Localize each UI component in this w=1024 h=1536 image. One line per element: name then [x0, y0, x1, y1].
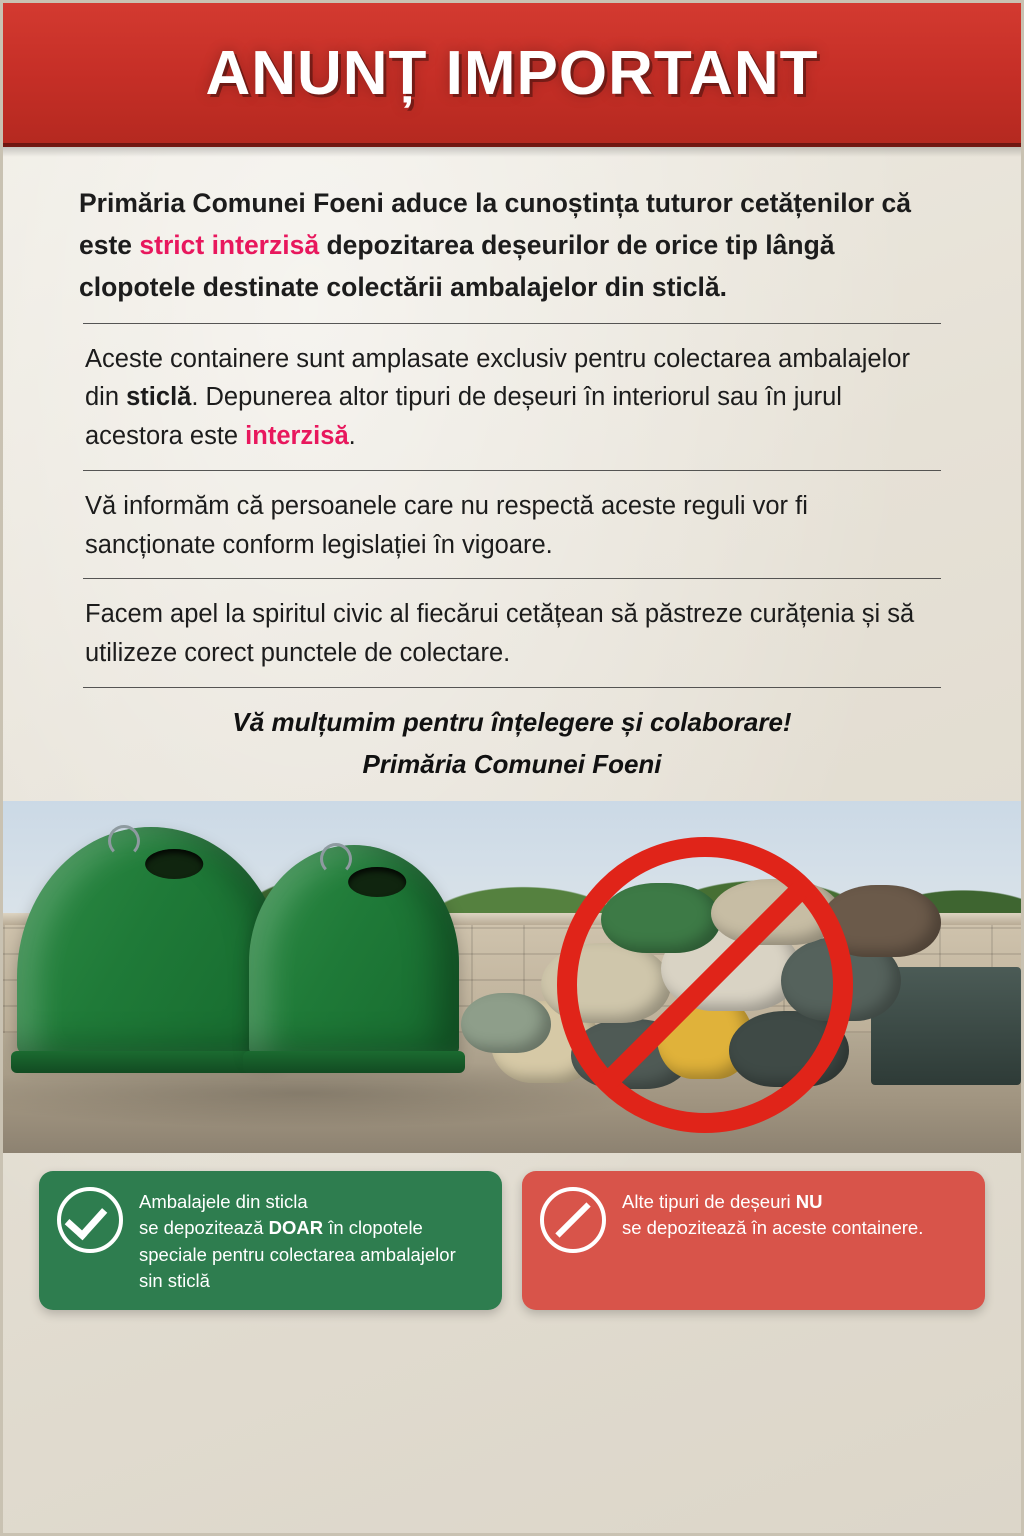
- ban-circle-icon: [540, 1187, 606, 1253]
- closing-thanks: Vă mulțumim pentru înțelegere și colaborare!: [232, 706, 792, 737]
- p2-text-2: . Depunerea altor tipuri de deșeuri în interiorul sau în jurul acestora este: [85, 383, 842, 451]
- lead-text-3: depozitarea deșeurilor de orice tip lângă clopotele destinate colectării ambalajelor din sticlă.: [79, 229, 835, 302]
- page-title: ANUNȚ IMPORTANT: [205, 38, 819, 108]
- p2-bold-glass: sticlă: [126, 383, 192, 412]
- lead-text-1: aduce la cunoștința tuturor: [383, 188, 741, 218]
- lead-highlight: strict interzisă: [139, 229, 320, 260]
- rule-allowed-line4: sin sticlă: [139, 1270, 210, 1291]
- paragraph-lead: [61, 183, 963, 309]
- rule-forbidden: [522, 1171, 985, 1310]
- check-circle-icon: [57, 1187, 123, 1253]
- paragraph-2: [61, 340, 963, 456]
- no-entry-icon: [557, 837, 853, 1133]
- container-opening: [145, 849, 203, 879]
- no-entry-bar: [603, 883, 807, 1087]
- closing-signature: Primăria Comunei Foeni: [362, 748, 662, 779]
- rule-allowed-text: [139, 1187, 456, 1294]
- poster-header: [3, 3, 1021, 147]
- trash-bag: [461, 993, 551, 1053]
- lead-bold-citizens: cetățenilor: [740, 188, 875, 218]
- container-base: [243, 1051, 465, 1073]
- rule-allowed-line2: se depozitează DOAR în clopotele: [139, 1217, 423, 1239]
- divider-3: [83, 578, 941, 579]
- rule-allowed-line1: Ambalajele din sticla: [139, 1191, 308, 1213]
- paragraph-4: Facem apel la spiritul civic al fiecărui cetățean să păstreze curățenia și să utilizeze corect punctele de colectare.: [85, 600, 915, 668]
- p2-highlight: interzisă: [245, 422, 349, 451]
- authority-name: Primăria Comunei Foeni: [79, 188, 384, 218]
- rule-forbidden-line2: se depozitează în aceste containere.: [622, 1217, 924, 1239]
- photo-illustration: [3, 801, 1021, 1153]
- rules-footer: [3, 1153, 1021, 1338]
- rule-allowed: [39, 1171, 502, 1310]
- rule-allowed-line3: speciale pentru colectarea ambalajelor: [139, 1243, 456, 1265]
- rule-forbidden-text: [622, 1187, 923, 1242]
- divider-1: [83, 323, 941, 324]
- announcement-body: [3, 147, 1021, 783]
- paragraph-3: Vă informăm că persoanele care nu respectă aceste reguli vor fi sancționate conform legislației în vigoare.: [85, 491, 808, 559]
- p2-text-3: .: [348, 422, 356, 451]
- divider-2: [83, 470, 941, 471]
- p2-text-1: Aceste containere sunt amplasate exclusiv pentru colectarea ambalajelor din: [85, 344, 910, 412]
- container-handle-icon: [108, 825, 140, 857]
- lead-text-2: că este: [79, 188, 912, 260]
- divider-4: [83, 687, 941, 688]
- container-handle-icon: [320, 843, 352, 875]
- container-opening: [348, 867, 406, 897]
- rule-forbidden-line1: Alte tipuri de deșeuri NU: [622, 1191, 823, 1213]
